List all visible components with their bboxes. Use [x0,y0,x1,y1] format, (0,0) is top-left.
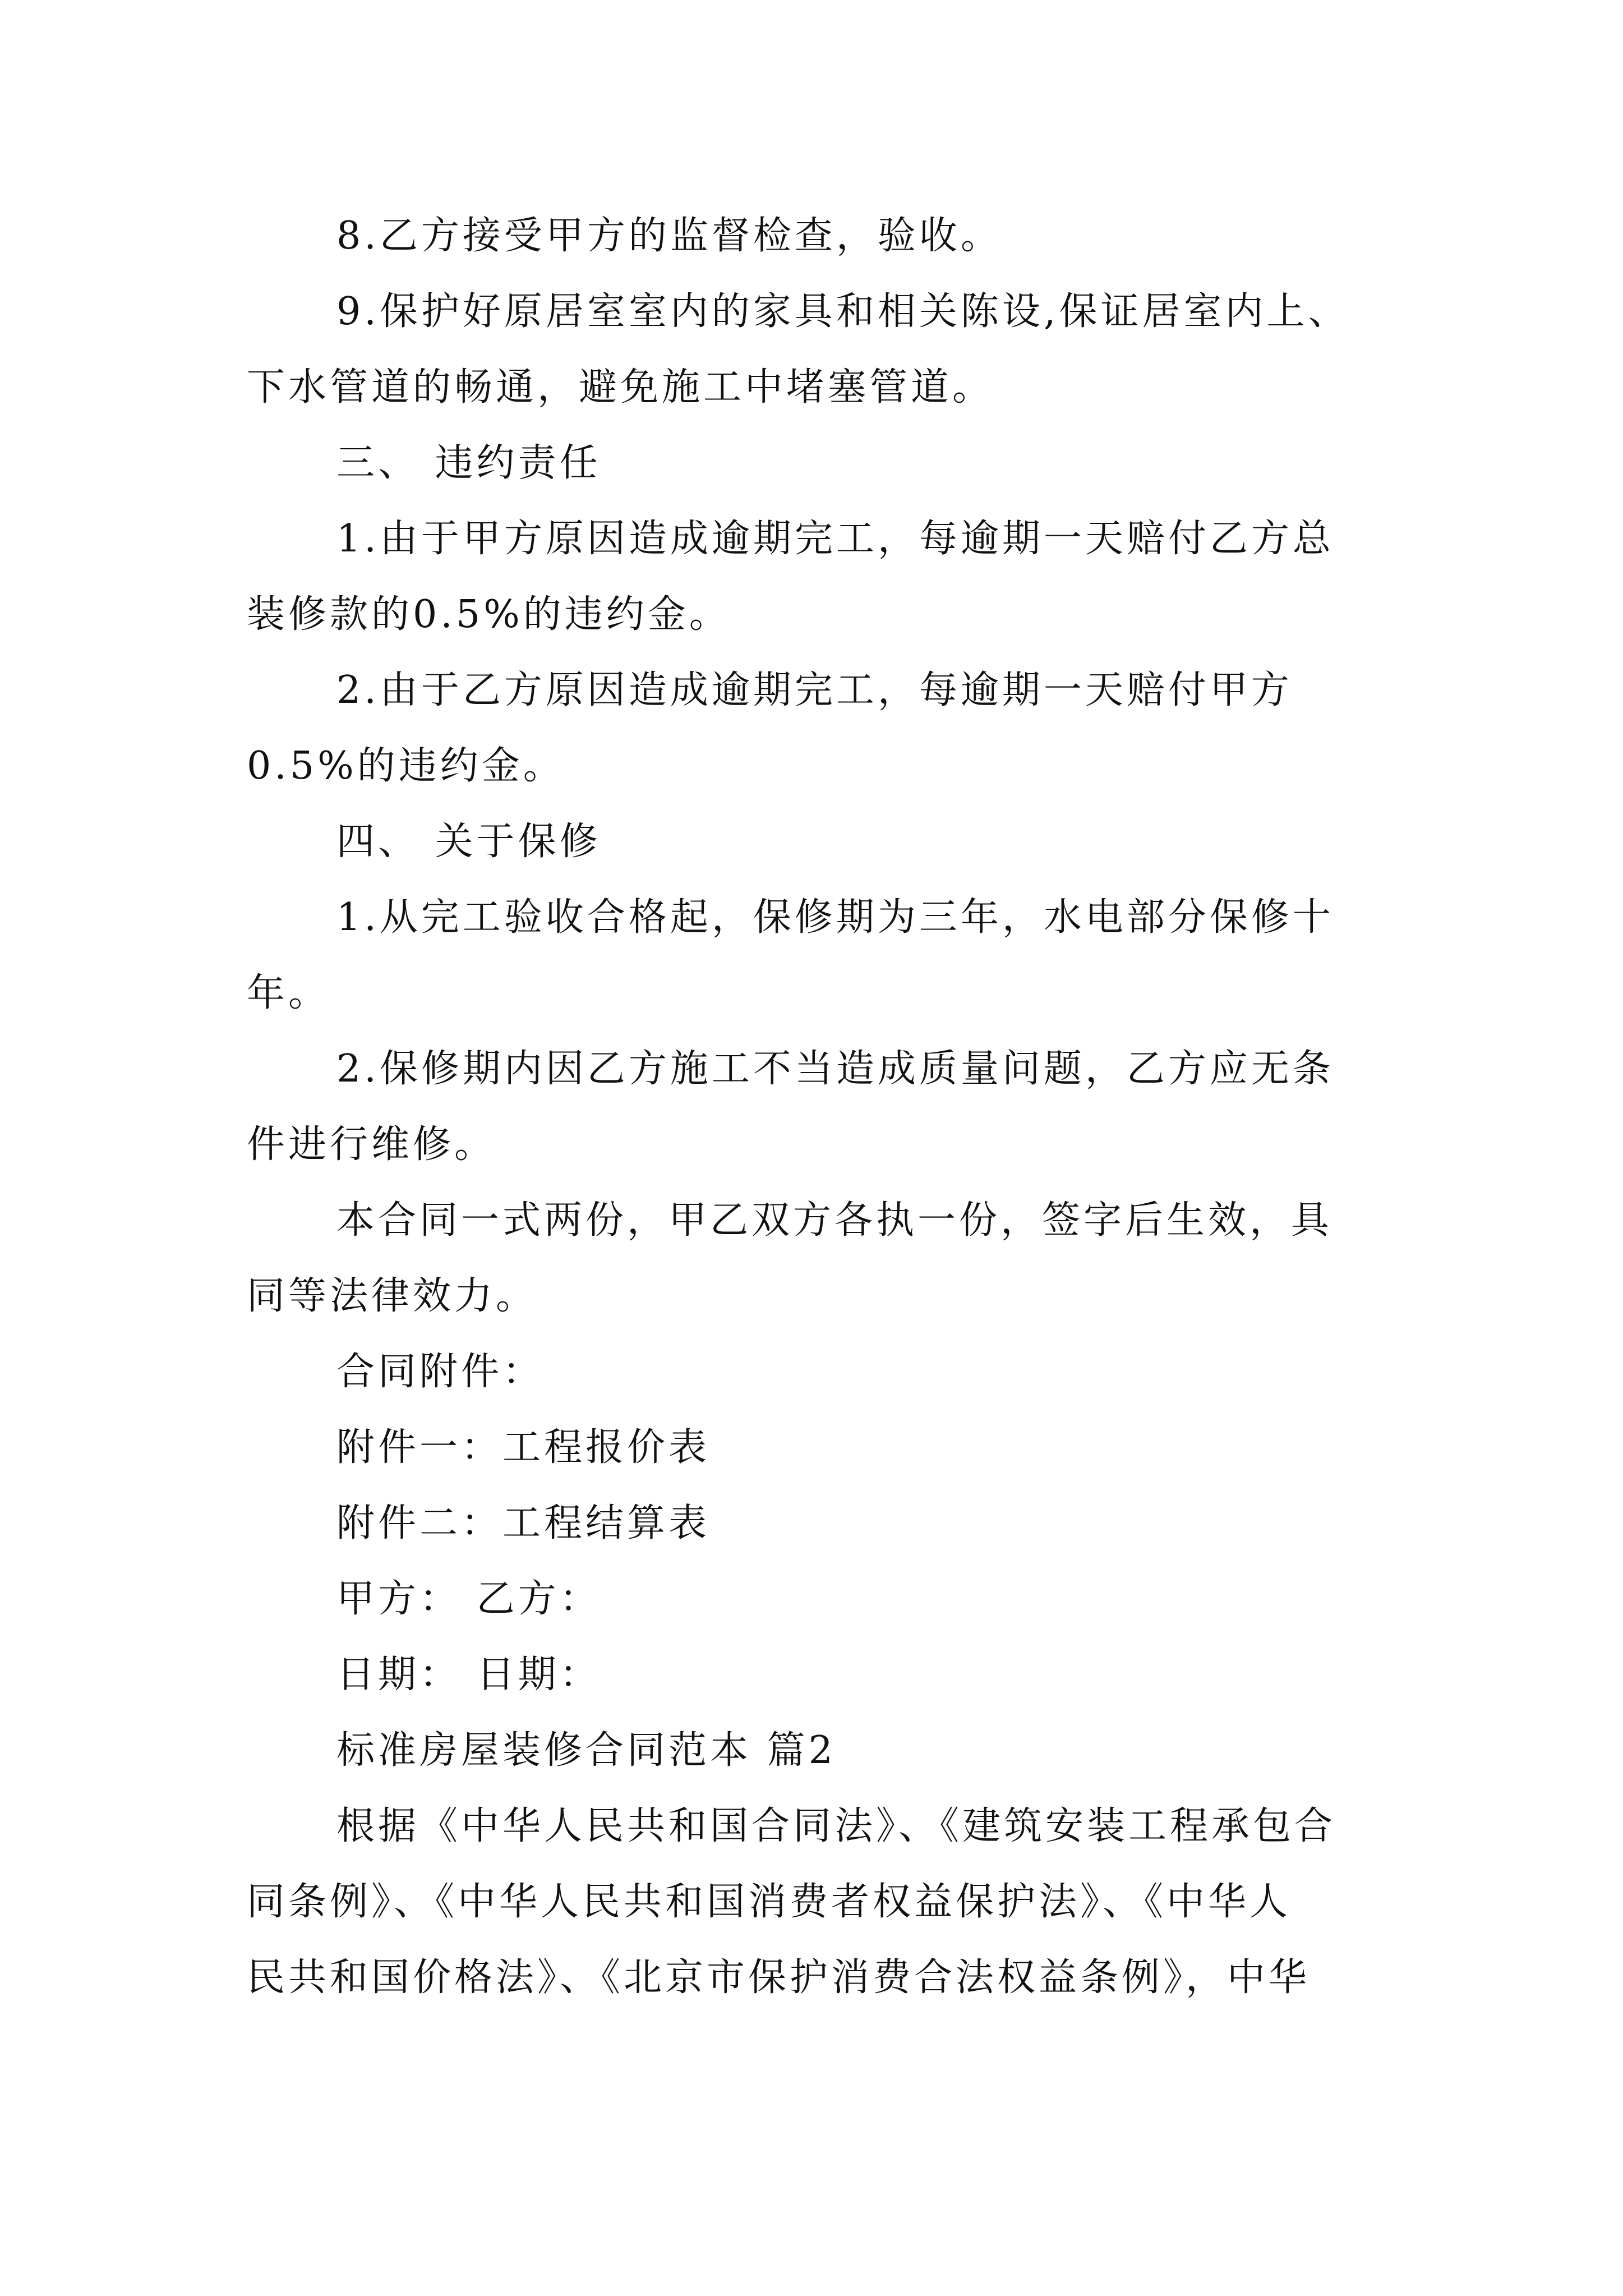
text-line: 同等法律效力。 [247,1274,538,1318]
attachment-heading: 合同附件： [336,1350,545,1394]
text-line: 本合同一式两份，甲乙双方各执一份，签字后生效，具 [336,1198,1333,1243]
text-line: 9.保护好原居室室内的家具和相关陈设,保证居室内上、 [336,289,1350,334]
text-line: 民共和国价格法》、《北京市保护消费合法权益条例》，中华 [247,1955,1311,2000]
signature-dates: 日期： 日期： [336,1653,601,1697]
text-line: 2.由于乙方原因造成逾期完工，每逾期一天赔付甲方 [336,668,1293,712]
section-heading: 三、 违约责任 [336,441,601,485]
text-line: 2.保修期内因乙方施工不当造成质量问题，乙方应无条 [336,1047,1334,1091]
text-line: 0.5%的违约金。 [247,744,565,788]
text-line: 下水管道的畅通，避免施工中堵塞管道。 [247,365,994,409]
text-line: 根据《中华人民共和国合同法》、《建筑安装工程承包合 [336,1804,1336,1848]
text-line: 1.由于甲方原因造成逾期完工，每逾期一天赔付乙方总 [336,517,1334,561]
attachment-item: 附件二：工程结算表 [336,1501,711,1545]
text-line: 1.从完工验收合格起，保修期为三年，水电部分保修十 [336,895,1334,940]
attachment-item: 附件一：工程报价表 [336,1425,711,1470]
section-heading: 四、 关于保修 [336,820,601,864]
text-line: 件进行维修。 [247,1122,496,1167]
text-line: 年。 [247,971,330,1015]
signature-parties: 甲方： 乙方： [336,1577,601,1621]
text-line: 8.乙方接受甲方的监督检查，验收。 [336,214,1002,258]
text-line: 同条例》、《中华人民共和国消费者权益保护法》、《中华人 [247,1880,1292,1924]
text-line: 装修款的0.5%的违约金。 [247,592,731,637]
document-title: 标准房屋装修合同范本 篇2 [336,1728,836,1773]
